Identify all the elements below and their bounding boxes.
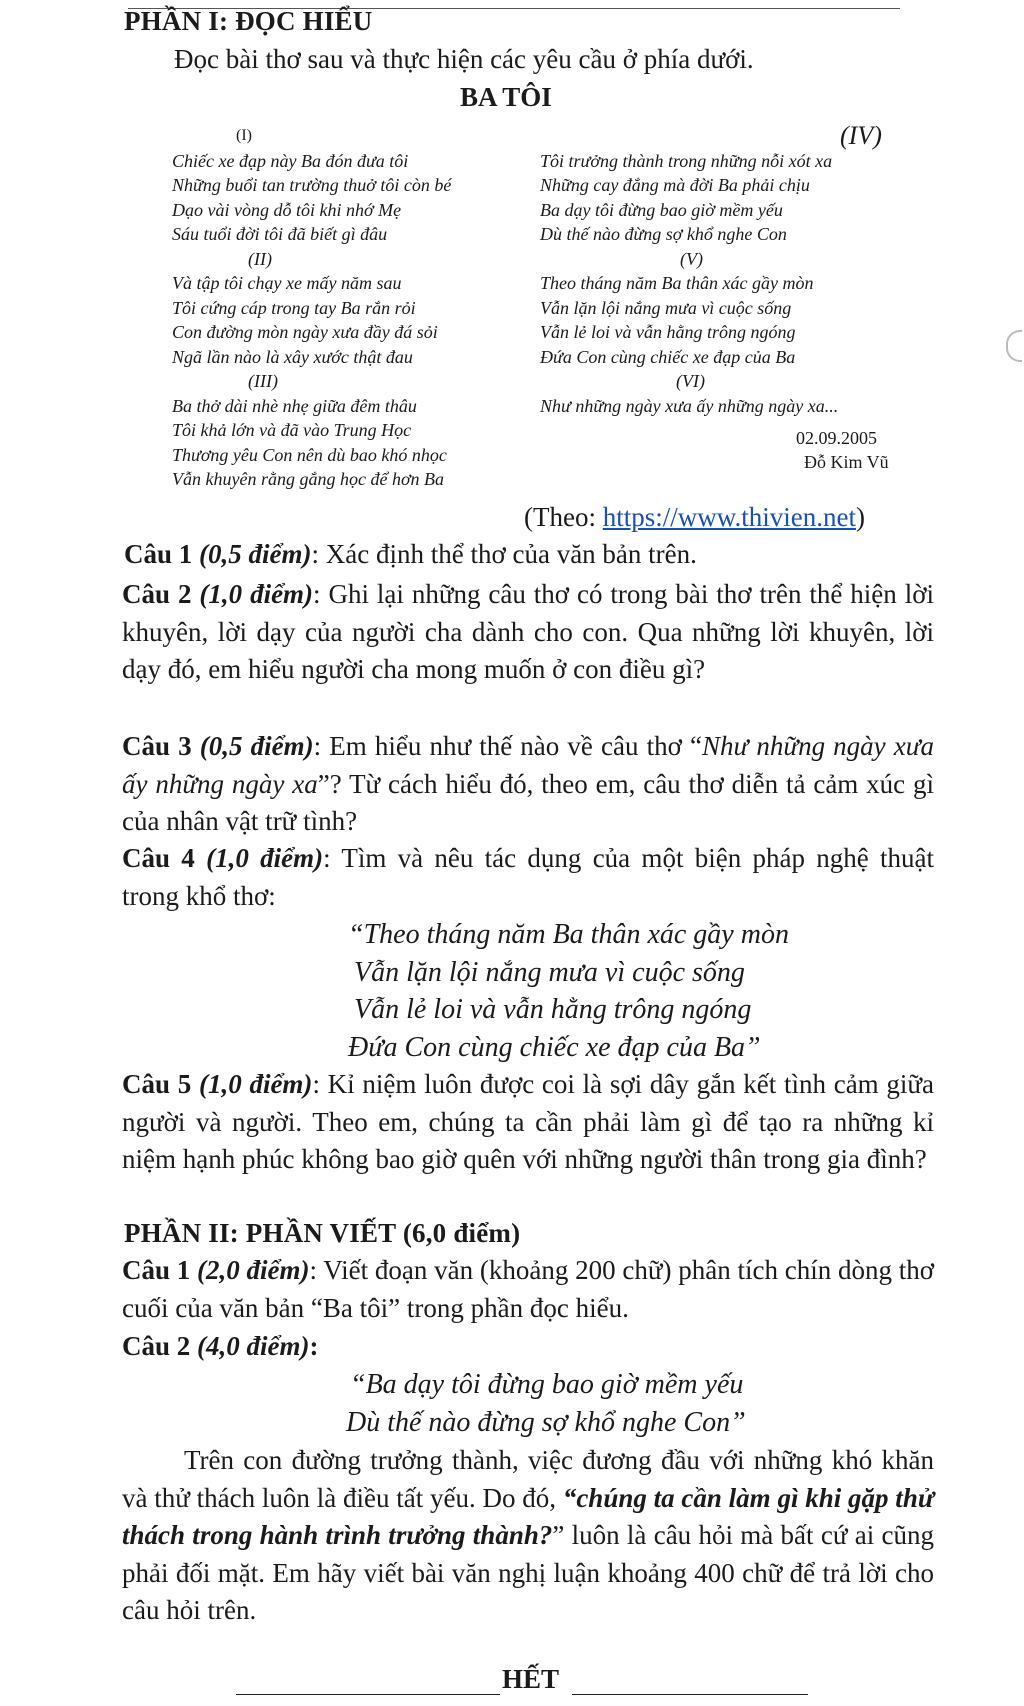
source-prefix: (Theo: xyxy=(524,502,603,532)
question-1 xyxy=(124,536,936,574)
quote-line: “Ba dạy tôi đừng bao giờ mềm yếu xyxy=(350,1369,744,1400)
question-colon: : xyxy=(309,1331,319,1361)
poem-line: Những cay đắng mà đời Ba phải chịu xyxy=(540,175,810,195)
quoted-poem-line: Như những ngày xưa ấy những ngày xa xyxy=(122,731,934,799)
end-label: HẾT xyxy=(502,1664,560,1694)
poem-left-column xyxy=(172,124,451,492)
question-5 xyxy=(122,1066,934,1179)
part2-question-2-quote xyxy=(346,1366,746,1441)
prompt-text-continued: ” luôn là câu hỏi mà bất cứ ai cũng phải đối mặt. Em hãy viết bài văn nghị luận khoảng 400 chữ để trả lời cho câu hỏi trên. xyxy=(122,1520,935,1626)
question-points: (1,0 điểm) xyxy=(206,843,324,873)
prompt-text: Trên con đường trưởng thành, việc đương đầu với những khó khăn và thử thách luôn là điều tất yếu. Do đó, xyxy=(122,1445,934,1513)
stanza-mark: (IV) xyxy=(840,121,882,150)
poem-right-column xyxy=(540,121,882,418)
question-points: (0,5 điểm) xyxy=(199,539,312,569)
question-text: : Ghi lại những câu thơ có trong bài thơ trên thể hiện lời khuyên, lời dạy của người cha dành cho con. Qua những lời khuyên, lời dạy đó, em hiểu người cha mong muốn ở con điều gì? xyxy=(122,579,934,685)
end-rule-right xyxy=(572,1694,808,1695)
quote-line: Vẫn lẻ loi và vẫn hằng trông ngóng xyxy=(354,994,752,1025)
question-points: (2,0 điểm) xyxy=(197,1255,310,1285)
quote-line: “Theo tháng năm Ba thân xác gầy mòn xyxy=(348,919,789,950)
stanza-mark: (III) xyxy=(248,371,278,391)
source-link[interactable]: https://www.thivien.net xyxy=(602,502,856,532)
question-label: Câu 1 xyxy=(124,539,193,569)
end-rule-left xyxy=(236,1694,500,1695)
reading-instruction: Đọc bài thơ sau và thực hiện các yêu cầu ở phía dưới. xyxy=(174,44,754,74)
poem-line: Thương yêu Con nên dù bao khó nhọc xyxy=(172,444,447,465)
poem-line: Ba thở dài nhè nhẹ giữa đêm thâu xyxy=(172,395,417,416)
poem-line: Ngã lần nào là xây xước thật đau xyxy=(172,346,413,367)
question-label: Câu 2 xyxy=(122,1331,191,1361)
question-text-continued: ”? Từ cách hiểu đó, theo em, câu thơ diễn tả cảm xúc gì của nhân vật trữ tình? xyxy=(122,768,934,837)
stanza-mark: (I) xyxy=(236,127,252,144)
question-4 xyxy=(122,840,934,915)
question-points: (0,5 điểm) xyxy=(199,731,314,761)
question-label: Câu 3 xyxy=(122,731,192,761)
poem-title: BA TÔI xyxy=(460,82,552,112)
part2-heading: PHẦN II: PHẦN VIẾT (6,0 điểm) xyxy=(124,1218,521,1248)
question-4-quote xyxy=(350,916,789,1066)
poem-line: Vẫn lặn lội nắng mưa vì cuộc sống xyxy=(540,297,792,318)
source-citation xyxy=(524,502,865,533)
poem-author: Đỗ Kim Vũ xyxy=(804,452,889,472)
quote-line: Dù thế nào đừng sợ khổ nghe Con” xyxy=(346,1406,746,1438)
poem-line: Như những ngày xưa ấy những ngày xa... xyxy=(540,395,839,416)
poem-line: Tôi cứng cáp trong tay Ba rắn rỏi xyxy=(172,297,416,318)
question-label: Câu 1 xyxy=(122,1255,191,1285)
poem-line: Theo tháng năm Ba thân xác gầy mòn xyxy=(540,273,814,293)
poem-date: 02.09.2005 xyxy=(796,428,877,448)
question-label: Câu 2 xyxy=(122,579,192,609)
question-points: (4,0 điểm) xyxy=(197,1331,310,1361)
prompt-emphasis: “chúng ta cần làm gì khi gặp thử thách trong hành trình trưởng thành? xyxy=(122,1482,935,1551)
margin-mark xyxy=(1006,330,1022,362)
poem-line: Vẫn khuyên rằng gắng học để hơn Ba xyxy=(172,469,445,489)
part2-question-2-prompt xyxy=(122,1442,934,1630)
question-label: Câu 4 xyxy=(122,843,195,873)
poem-line: Dạo vài vòng dỗ tôi khi nhớ Mẹ xyxy=(172,199,402,220)
question-text: : Em hiểu như thế nào về câu thơ “ xyxy=(313,731,702,761)
question-text: : Xác định thể thơ của văn bản trên. xyxy=(311,539,697,569)
poem-line: Con đường mòn ngày xưa đầy đá sỏi xyxy=(172,322,438,342)
question-points: (1,0 điểm) xyxy=(198,1069,313,1099)
part2-question-1 xyxy=(122,1252,934,1327)
source-suffix: ) xyxy=(855,502,865,532)
question-3 xyxy=(122,728,934,841)
question-points: (1,0 điểm) xyxy=(199,579,314,609)
question-label: Câu 5 xyxy=(122,1069,192,1099)
poem-line: Dù thế nào đừng sợ khổ nghe Con xyxy=(540,224,787,244)
poem-line: Và tập tôi chạy xe mấy năm sau xyxy=(172,273,402,293)
part2-question-2 xyxy=(122,1328,934,1366)
question-text: : Tìm và nêu tác dụng của một biện pháp nghệ thuật trong khổ thơ: xyxy=(122,843,934,911)
stanza-mark: (II) xyxy=(248,248,272,269)
poem-line: Ba dạy tôi đừng bao giờ mềm yếu xyxy=(540,199,783,220)
part1-heading: PHẦN I: ĐỌC HIỂU xyxy=(124,6,373,36)
poem-line: Đứa Con cùng chiếc xe đạp của Ba xyxy=(540,346,796,367)
poem-line: Tôi trưởng thành trong những nỗi xót xa xyxy=(540,150,833,171)
question-text: : Viết đoạn văn (khoảng 200 chữ) phân tích chín dòng thơ cuối của văn bản “Ba tôi” trong phần đọc hiểu. xyxy=(122,1255,935,1323)
stanza-mark: (VI) xyxy=(676,371,705,391)
poem-line: Những buổi tan trường thuở tôi còn bé xyxy=(172,175,452,195)
question-2 xyxy=(122,576,934,689)
poem-line: Chiếc xe đạp này Ba đón đưa tôi xyxy=(172,150,409,171)
question-text: : Kỉ niệm luôn được coi là sợi dây gắn kết tình cảm giữa người và người. Theo em, chúng ta cần phải làm gì để tạo ra những kỉ niệm hạnh phúc không bao giờ quên với những người thân trong gia đình? xyxy=(122,1069,935,1175)
end-marker xyxy=(236,1664,816,1700)
quote-line: Đứa Con cùng chiếc xe đạp của Ba” xyxy=(348,1031,761,1063)
quote-line: Vẫn lặn lội nắng mưa vì cuộc sống xyxy=(354,956,745,988)
stanza-mark: (V) xyxy=(680,248,703,269)
poem-line: Vẫn lẻ loi và vẫn hằng trông ngóng xyxy=(540,322,796,342)
poem-line: Sáu tuổi đời tôi đã biết gì đâu xyxy=(172,224,388,244)
poem-line: Tôi khả lớn và đã vào Trung Học xyxy=(172,420,412,440)
